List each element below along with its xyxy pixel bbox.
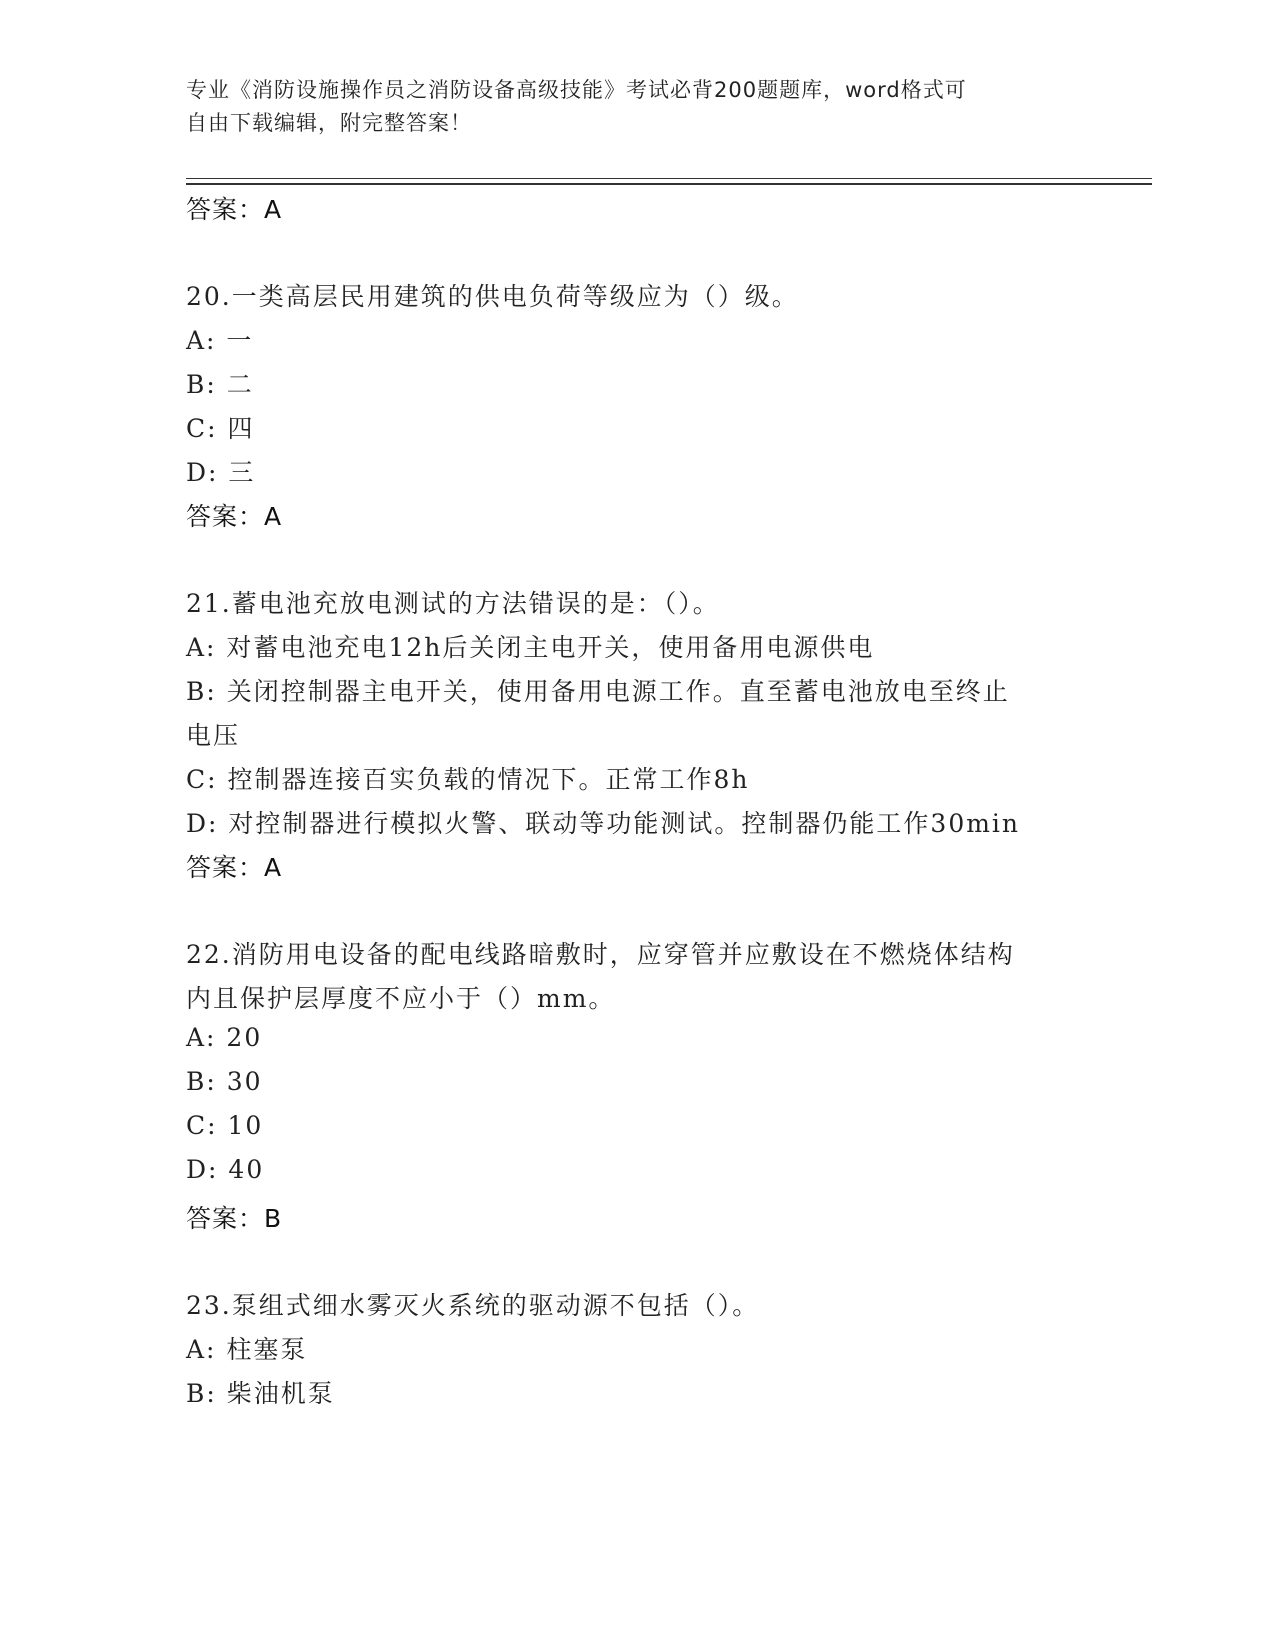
question-22-option-b: B: 30: [186, 1067, 263, 1096]
header-divider-thin: [186, 178, 1152, 179]
question-20-option-d: D: 三: [186, 458, 256, 487]
question-21-option-c: C: 控制器连接百实负载的情况下。正常工作8h: [186, 765, 750, 794]
question-22-option-c: C: 10: [186, 1111, 264, 1140]
question-23-option-b: B: 柴油机泵: [186, 1379, 335, 1408]
question-21-option-d: D: 对控制器进行模拟火警、联动等功能测试。控制器仍能工作30min: [186, 809, 1021, 838]
question-20-option-a: A: 一: [186, 326, 254, 355]
question-23-stem: 23.泵组式细水雾灭火系统的驱动源不包括（）。: [186, 1291, 760, 1320]
header-line-1: 专业《消防设施操作员之消防设备高级技能》考试必背200题题库，word格式可: [186, 78, 967, 102]
question-22-answer: 答案：B: [186, 1204, 283, 1233]
question-20-answer: 答案：A: [186, 502, 283, 531]
question-22-stem-cont: 内且保护层厚度不应小于（）mm。: [186, 984, 616, 1013]
question-21-option-b: B: 关闭控制器主电开关，使用备用电源工作。直至蓄电池放电至终止: [186, 677, 1010, 706]
question-21-answer: 答案：A: [186, 853, 283, 882]
question-22-option-a: A: 20: [186, 1023, 263, 1052]
question-21-option-b-cont: 电压: [186, 721, 241, 750]
question-21-stem: 21.蓄电池充放电测试的方法错误的是：（）。: [186, 589, 720, 618]
question-22-option-d: D: 40: [186, 1155, 265, 1184]
header-line-2: 自由下载编辑，附完整答案！: [186, 111, 472, 135]
document-header: [186, 74, 1066, 140]
question-20-option-b: B: 二: [186, 370, 254, 399]
question-22-stem: 22.消防用电设备的配电线路暗敷时，应穿管并应敷设在不燃烧体结构: [186, 940, 1015, 969]
question-20-stem: 20.一类高层民用建筑的供电负荷等级应为（）级。: [186, 282, 799, 311]
header-divider-thick: [186, 183, 1152, 185]
question-23-option-a: A: 柱塞泵: [186, 1335, 308, 1364]
question-20-option-c: C: 四: [186, 414, 255, 443]
question-21-option-a: A: 对蓄电池充电12h后关闭主电开关，使用备用电源供电: [186, 633, 875, 662]
answer-previous: 答案：A: [186, 195, 283, 224]
